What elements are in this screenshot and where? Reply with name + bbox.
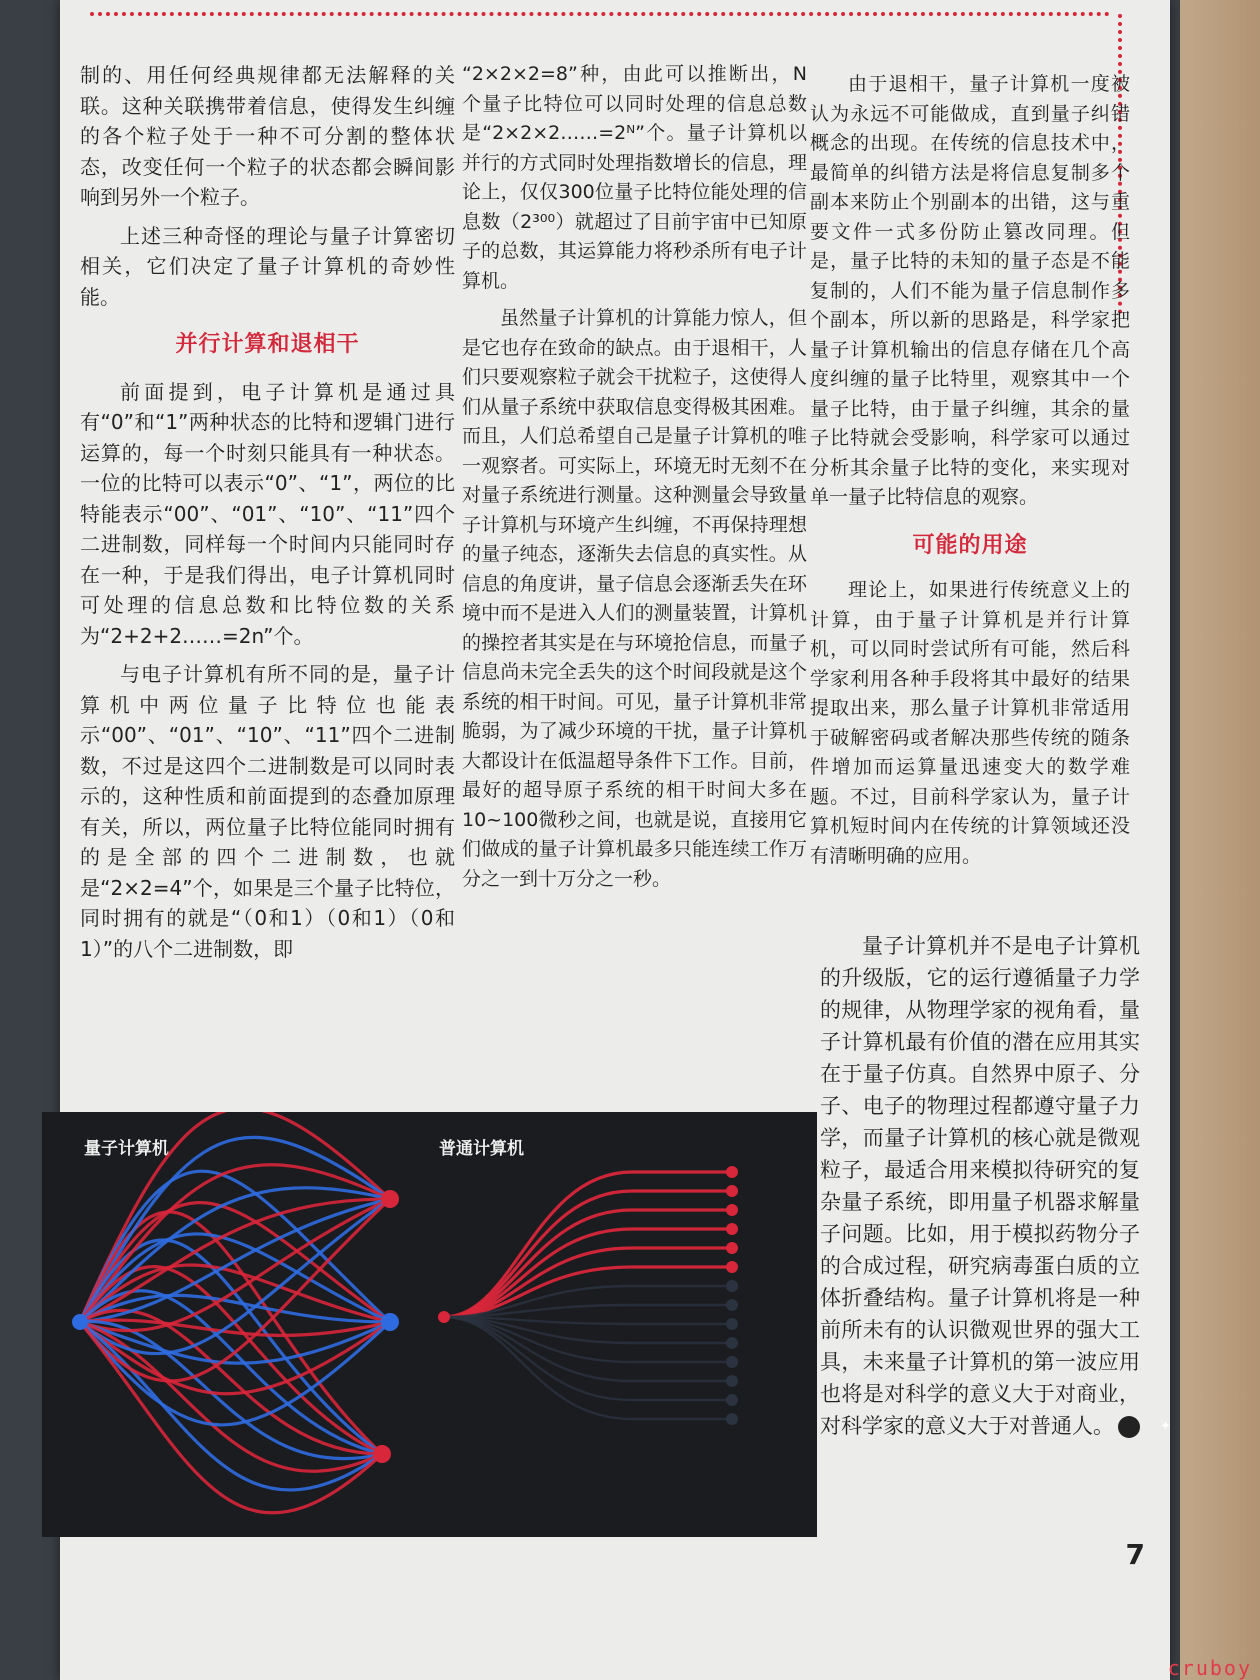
end-mark-icon: ✦ [1118,1416,1140,1438]
section-heading-uses: 可能的用途 [912,532,1028,558]
classical-node [726,1261,738,1273]
quantum-connections [80,1112,390,1513]
classical-node [726,1356,738,1368]
paragraph: “2×2×2=8”种，由此可以推断出，N 个量子比特位可以同时处理的信息总数是“2×2×2……=2ᴺ”个。量子计算机以并行的方式同时处理指数增长的信息，理论上，仅仅300位量子比特位能处理的信息数（2³⁰⁰）就超过了目前宇宙中已知原子的总数，其运算能力将秒杀所有电子计算机。 [462,63,807,292]
paragraph: 与电子计算机有所不同的是，量子计算机中两位量子比特位也能表示“00”、“01”、“10”、“11”四个二进制数，不过是这四个二进制数是可以同时表示的，这种性质和前面提到的态叠加原理有关，所以，两位量子比特位能同时拥有的是全部的四个二进制数，也就是“2×2=4”个，如果是三个量子比特位，同时拥有的就是“（0和1）（0和1）（0和1）”的八个二进制数，即 [80,662,455,961]
paragraph: 上述三种奇怪的理论与量子计算密切相关，它们决定了量子计算机的奇妙性能。 [80,223,455,309]
dotted-border-top [90,12,1110,24]
source-node [72,1314,88,1330]
section-heading-parallel: 并行计算和退相干 [175,332,360,357]
paragraph: 由于退相干，量子计算机一度被认为永远不可能做成，直到量子纠错概念的出现。在传统的信息技术中，最简单的纠错方法是将信息复制多个副本来防止个别副本的出错，这与重要文件一式多份防止篡改同理。但是，量子比特的未知的量子态是不能复制的，人们不能为量子信息制作多个副本，所以新的思路是，科学家把量子计算机输出的信息存储在几个高度纠缠的量子比特里，观察其中一个量子比特，由于量子纠缠，其余的量子比特就会受影响，科学家可以通过分析其余量子比特的变化，来实现对单一量子比特信息的观察。 [810,73,1130,508]
connection-line [444,1210,732,1317]
connection-line [444,1317,732,1419]
magazine-page [60,0,1170,1680]
quantum-node [381,1313,399,1331]
classical-node [726,1337,738,1349]
classical-source-node [438,1311,450,1323]
classical-node [726,1242,738,1254]
comparison-figure [42,1112,817,1537]
quantum-node [373,1445,391,1463]
page-number: 7 [1125,1538,1145,1571]
connection-line [444,1267,732,1317]
classical-connections [444,1172,732,1419]
figure-label-quantum: 量子计算机 [84,1139,169,1159]
desk-background [1180,0,1260,1680]
paragraph: 理论上，如果进行传统意义上的计算，由于量子计算机是并行计算机，可以同时尝试所有可能，然后科学家利用各种手段将其中最好的结果提取出来，那么量子计算机非常适用于破解密码或者解决那些传统的随条件增加而运算量迅速变大的数学难题。不过，目前科学家认为，量子计算机短时间内在传统的计算领域还没有清晰明确的应用。 [810,579,1130,867]
classical-node [726,1204,738,1216]
classical-node [726,1394,738,1406]
watermark: cruboy [1167,1656,1252,1680]
text-column-2 [462,60,807,902]
classical-node [726,1185,738,1197]
paragraph: 制的、用任何经典规律都无法解释的关联。这种关联携带着信息，使得发生纠缠的各个粒子处于一种不可分割的整体状态，改变任何一个粒子的状态都会瞬间影响到另外一个粒子。 [80,63,455,209]
classical-node [726,1223,738,1235]
connection-line [444,1172,732,1317]
text-column-1 [80,60,455,972]
paragraph: 前面提到，电子计算机是通过具有“0”和“1”两种状态的比特和逻辑门进行运算的，每一个时刻只能具有一种状态。一位的比特可以表示“0”、“1”，两位的比特能表示“00”、“01”、“10”、“11”四个二进制数，同样每一个时间内只能同时存在一种，于是我们得出，电子计算机同时可处理的信息总数和比特位数的关系为“2+2+2……=2n”个。 [80,379,455,648]
connection-line [444,1317,732,1381]
paragraph: 虽然量子计算机的计算能力惊人，但是它也存在致命的缺点。由于退相干，人们只要观察粒子就会干扰粒子，这使得人们从量子系统中获取信息变得极其困难。而且，人们总希望自己是量子计算机的唯一观察者。可实际上，环境无时无刻不在对量子系统进行测量。这种测量会导致量子计算机与环境产生纠缠，不再保持理想的量子纯态，逐渐失去信息的真实性。从信息的角度讲，量子信息会逐渐丢失在环境中而不是进入人们的测量装置，计算机的操控者其实是在与环境抢信息，而量子信息尚未完全丢失的这个时间段就是这个系统的相干时间。可见，量子计算机非常脆弱，为了减少环境的干扰，量子计算机大都设计在低温超导条件下工作。目前，最好的超导原子系统的相干时间大多在10~100微秒之间，也就是说，直接用它们做成的量子计算机最多只能连续工作万分之一到十万分之一秒。 [462,307,807,890]
quantum-node [381,1190,399,1208]
classical-node [726,1299,738,1311]
classical-node [726,1280,738,1292]
classical-node [726,1318,738,1330]
figure-label-classical: 普通计算机 [439,1139,524,1159]
paragraph [820,930,1171,1442]
classical-node [726,1166,738,1178]
paragraph-text: 量子计算机并不是电子计算机的升级版，它的运行遵循量子力学的规律，从物理学家的视角看，量子计算机最有价值的潜在应用其实在于量子仿真。自然界中原子、分子、电子的物理过程都遵守量子力学，而量子计算机的核心就是微观粒子，最适合用来模拟待研究的复杂量子系统，即用量子机器求解量子问题。比如，用于模拟药物分子的合成过程，研究病毒蛋白质的立体折叠结构。量子计算机将是一种前所未有的认识微观世界的强大工具，未来量子计算机的第一波应用也将是对科学的意义大于对商业，对科学家的意义大于对普通人。 [820,934,1140,1438]
classical-node [726,1413,738,1425]
classical-node [726,1375,738,1387]
text-column-4 [820,930,1171,1450]
text-column-3 [810,70,1130,879]
network-illustration [42,1112,817,1537]
